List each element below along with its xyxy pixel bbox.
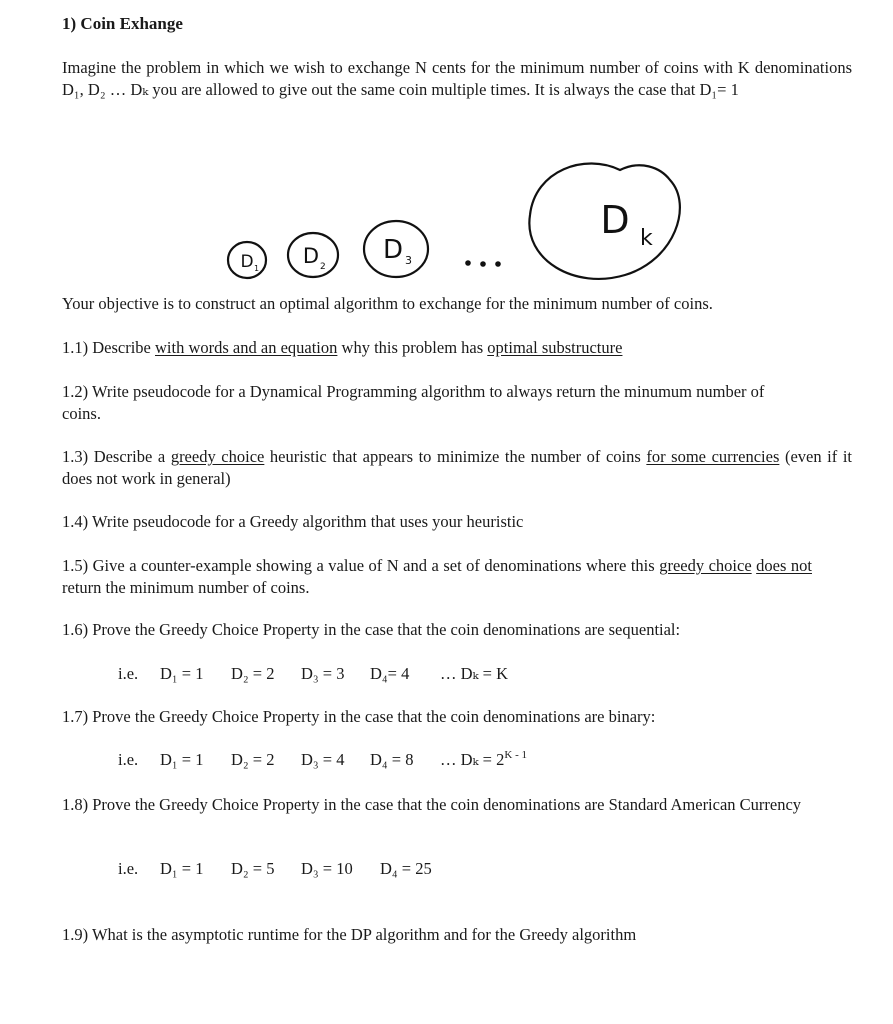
coin-figure (215, 145, 695, 295)
question-1-4: 1.4) Write pseudocode for a Greedy algorithm that uses your heuristic (62, 512, 524, 531)
svg-text:k: k (640, 226, 653, 251)
question-1-6: 1.6) Prove the Greedy Choice Property in the case that the coin denominations are sequential: (62, 620, 681, 639)
ellipsis-dots (465, 260, 501, 267)
question-1-7: 1.7) Prove the Greedy Choice Property in the case that the coin denominations are binary: (62, 707, 656, 726)
question-1-8: 1.8) Prove the Greedy Choice Property in the case that the coin denominations are Standard American Currency (62, 795, 802, 814)
question-1-1: 1.1) Describe with words and an equation why this problem has optimal substructure (62, 338, 623, 357)
coin-d1-label: D (240, 252, 254, 272)
question-1-9: 1.9) What is the asymptotic runtime for the DP algorithm and for the Greedy algorithm (62, 925, 637, 944)
page-title: 1) Coin Exhange (62, 14, 183, 33)
question-1-3: 1.3) Describe a greedy choice heuristic that appears to minimize the number of coins for some currencies (even if it does not work in general) (62, 447, 852, 488)
objective-text: Your objective is to construct an optimal algorithm to exchange for the minimum number of coins. (62, 294, 713, 313)
svg-text:1: 1 (254, 264, 260, 273)
svg-text:3: 3 (405, 254, 412, 267)
question-1-5: 1.5) Give a counter-example showing a value of N and a set of denominations where this greedy choice does not return the minimum number of coins. (62, 556, 812, 597)
question-1-2: 1.2) Write pseudocode for a Dynamical Programming algorithm to always return the minumum number of coins. (62, 382, 765, 423)
coin-dk-label: D (600, 198, 630, 242)
coin-d3-label: D (382, 235, 404, 265)
svg-text:2: 2 (320, 262, 326, 272)
intro-paragraph: Imagine the problem in which we wish to exchange N cents for the minimum number of coins with K denominations D₁, D₂ … Dₖ you are allowed to give out the same coin multiple times. It is always the case that D₁= 1 (62, 58, 852, 99)
coin-d2-label: D (302, 244, 320, 268)
